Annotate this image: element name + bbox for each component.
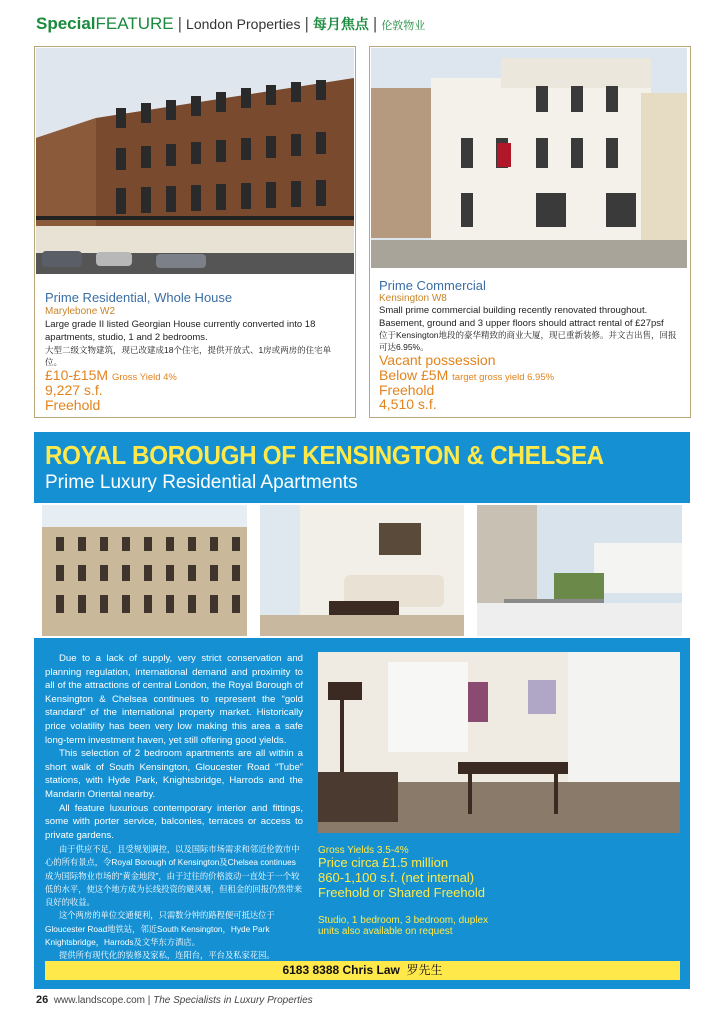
feature-cn-1: 由于供应不足，且受规划调控，以及国际市场需求和邻近伦敦市中心的所有景点，令Royal Borough of Kensington及Chelsea continues成为国际物业市场的“黄金地段”，由于过往的价格波动一直处于一个较低的水平，使这个地方成为长线投资的避风塘，但租金的回报仍然带来良好的收益。 <box>45 844 303 908</box>
commercial-description: Small prime commercial building recently renovated throughout. Basement, ground and 3 upper floors should attract rental of £27psf <box>379 305 664 329</box>
feature-para-1: Due to a lack of supply, very strict conservation and planning regulation, international demand and proximity to all of the attractions of central London, the Royal Borough of Kensington & Chelsea continues to represent the “gold standard” of the international property market. Historically price volatility has been very low making this area a safe long-term investment haven, yet still offering good yields. <box>45 653 303 746</box>
commercial-price: Below £5M <box>379 366 449 383</box>
feature-para-2: This selection of 2 bedroom apartments are all within a short walk of South Kensington, Gloucester Road “Tube” stations, with Hyde Park, Knightsbridge, Harrods and the Mandarin Oriental nearby. <box>45 748 303 801</box>
feature-body-en <box>45 652 303 843</box>
feature-extra-1: Studio, 1 bedroom, 3 bedroom, duplex <box>318 914 489 926</box>
header-special: Special <box>36 14 96 33</box>
feature-para-3: All feature luxurious contemporary interior and fittings, some with porter service, balconies, terraces or access to private gardens. <box>45 802 303 841</box>
commercial-tenure: Freehold <box>379 381 435 398</box>
commercial-possession: Vacant possession <box>379 352 496 368</box>
dining-room-photo <box>318 652 680 833</box>
header-section: London Properties <box>186 16 301 32</box>
commercial-photo <box>371 48 687 268</box>
page-footer: 26 www.landscope.com | The Specialists in Luxury Properties <box>36 994 313 1006</box>
header-cn-props: 伦敦物业 <box>381 20 426 32</box>
feature-tenure: Freehold or Shared Freehold <box>318 884 485 900</box>
terrace-photo <box>42 505 247 636</box>
residential-tenure: Freehold <box>45 396 101 413</box>
residential-title: Prime Residential, Whole House <box>45 290 233 305</box>
feature-subtitle: Prime Luxury Residential Apartments <box>45 472 358 493</box>
contact-phone: 6183 8388 Chris Law <box>282 963 400 977</box>
contact-name-cn: 罗先生 <box>406 963 443 977</box>
georgian-terrace-image <box>36 48 354 274</box>
header-feature: FEATURE <box>95 14 174 33</box>
footer-tagline: The Specialists in Luxury Properties <box>153 995 313 1006</box>
commercial-building-image <box>371 48 687 268</box>
feature-title: ROYAL BOROUGH OF KENSINGTON & CHELSEA <box>45 440 604 470</box>
commercial-description-cn: 位于Kensington地段的豪华精致的商业大厦，现已重新装修。并文吉出售，回报可达6.95%。 <box>379 330 677 352</box>
feature-yields: Gross Yields 3.5-4% <box>318 845 409 856</box>
commercial-price-block <box>379 353 554 412</box>
feature-price: Price circa £1.5 million <box>318 855 449 870</box>
residential-price-block <box>45 368 177 412</box>
feature-photo-strip <box>34 503 690 638</box>
commercial-yield: target gross yield 6.95% <box>452 371 555 383</box>
feature-extra-2: units also available on request <box>318 925 453 937</box>
commercial-location: Kensington W8 <box>379 293 447 304</box>
feature-cn-3: 提供所有现代化的装修及家私，连阳台，平台及私家花园。 <box>59 950 275 961</box>
feature-body-cn <box>45 843 303 962</box>
feature-price-block <box>318 845 680 937</box>
commercial-size: 4,510 s.f. <box>379 396 437 413</box>
residential-yield: Gross Yield 4% <box>111 372 177 383</box>
residential-description-cn: 大型二级文物建筑，现已改建成18个住宅，提供开放式、1房或两房的住宅单位。 <box>45 345 332 367</box>
footer-url[interactable]: www.landscope.com <box>53 995 145 1006</box>
commercial-title: Prime Commercial <box>379 278 486 293</box>
residential-location: Marylebone W2 <box>45 306 116 317</box>
feature-cn-2: 这个两房的单位交通便利，只需数分钟的路程便可抵达位于Gloucester Road地铁站，邻近South Kensington，Hyde Park Knightsbridge，Harrods及文华东方酒店。 <box>45 910 275 947</box>
contact-bar <box>45 961 680 980</box>
page-number: 26 <box>36 994 49 1006</box>
residential-description: Large grade II listed Georgian House currently converted into 18 apartments, studio, 1 and 2 bedrooms. <box>45 319 316 343</box>
header-cn-month: 每月焦点 <box>312 16 369 32</box>
feature-size: 860-1,100 s.f. (net internal) <box>318 869 475 885</box>
residential-photo <box>36 48 354 274</box>
page-header: SpecialFEATURE | London Properties | 每月焦点 | 伦敦物业 <box>36 14 426 33</box>
balcony-photo <box>477 505 682 636</box>
residential-size: 9,227 s.f. <box>45 381 103 398</box>
residential-price: £10-£15M <box>45 367 109 383</box>
living-room-photo <box>260 505 464 636</box>
